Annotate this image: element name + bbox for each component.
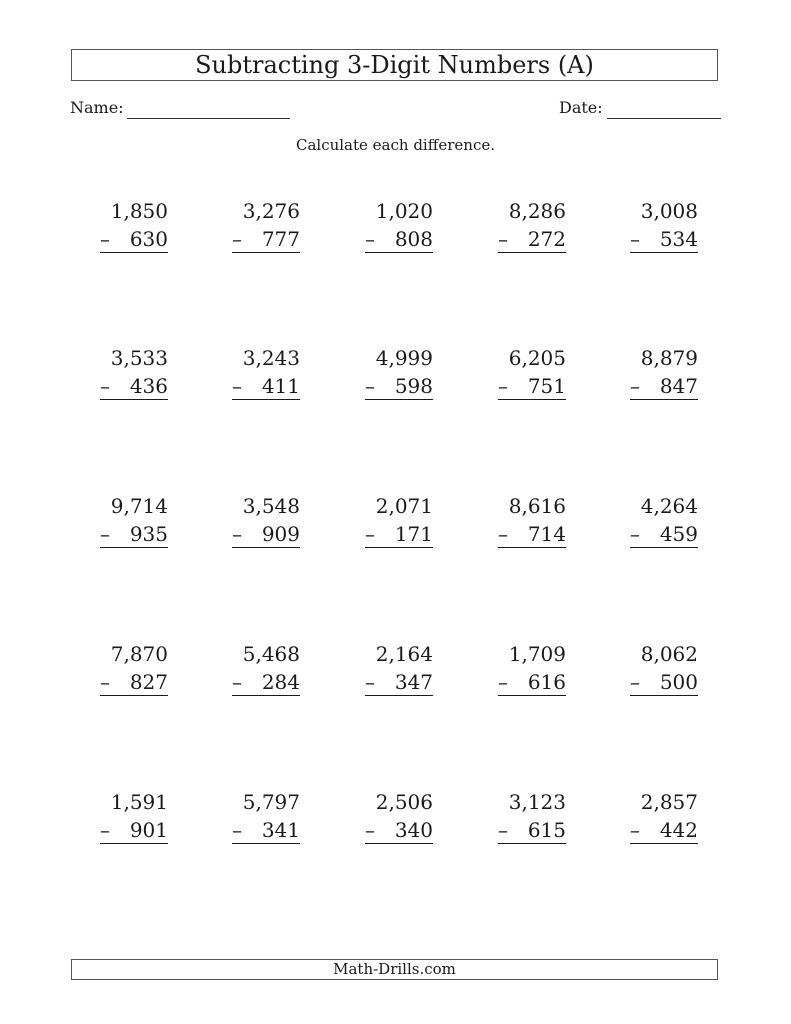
subtrahend: 347: [394, 670, 433, 694]
subtrahend-row: [630, 818, 698, 844]
subtraction-problem: [98, 199, 168, 259]
subtraction-problem: [363, 346, 433, 406]
subtraction-problem: [230, 790, 300, 850]
subtrahend: 341: [261, 818, 300, 842]
minuend: 1,709: [508, 642, 566, 666]
minus-sign: –: [365, 522, 375, 546]
subtraction-problem: [628, 346, 698, 406]
minus-sign: –: [232, 227, 242, 251]
minuend: 8,616: [508, 494, 566, 518]
subtrahend: 808: [394, 227, 433, 251]
subtrahend-row: [232, 670, 300, 696]
minus-sign: –: [630, 227, 640, 251]
subtrahend-row: [232, 818, 300, 844]
subtrahend-row: [365, 670, 433, 696]
minuend: 3,276: [242, 199, 300, 223]
subtrahend: 411: [261, 374, 300, 398]
subtrahend: 751: [527, 374, 566, 398]
subtraction-problem: [628, 494, 698, 554]
minuend: 8,062: [640, 642, 698, 666]
subtrahend: 272: [527, 227, 566, 251]
subtrahend: 534: [659, 227, 698, 251]
subtraction-problem: [98, 790, 168, 850]
minuend: 4,999: [375, 346, 433, 370]
subtrahend: 777: [261, 227, 300, 251]
subtrahend-row: [100, 374, 168, 400]
minus-sign: –: [232, 374, 242, 398]
minuend: 9,714: [110, 494, 168, 518]
subtrahend-row: [232, 522, 300, 548]
minuend: 8,286: [508, 199, 566, 223]
minuend: 2,857: [640, 790, 698, 814]
subtrahend-row: [232, 227, 300, 253]
minuend: 3,123: [508, 790, 566, 814]
minus-sign: –: [232, 670, 242, 694]
subtraction-problem: [628, 790, 698, 850]
subtrahend-row: [100, 522, 168, 548]
subtrahend-row: [100, 227, 168, 253]
minuend: 8,879: [640, 346, 698, 370]
subtraction-problem: [363, 790, 433, 850]
minuend: 5,797: [242, 790, 300, 814]
minuend: 6,205: [508, 346, 566, 370]
subtrahend: 847: [659, 374, 698, 398]
minus-sign: –: [630, 374, 640, 398]
minus-sign: –: [630, 670, 640, 694]
name-label: Name:: [70, 98, 124, 117]
minus-sign: –: [498, 818, 508, 842]
minus-sign: –: [365, 670, 375, 694]
minuend: 1,020: [375, 199, 433, 223]
minus-sign: –: [100, 227, 110, 251]
subtraction-problem: [98, 494, 168, 554]
minus-sign: –: [498, 522, 508, 546]
subtrahend-row: [100, 818, 168, 844]
date-label: Date:: [559, 98, 603, 117]
subtrahend: 442: [659, 818, 698, 842]
subtrahend: 598: [394, 374, 433, 398]
minus-sign: –: [365, 227, 375, 251]
minuend: 3,243: [242, 346, 300, 370]
name-field-line[interactable]: [127, 118, 290, 119]
minuend: 3,533: [110, 346, 168, 370]
minus-sign: –: [100, 818, 110, 842]
subtrahend-row: [100, 670, 168, 696]
subtrahend: 459: [659, 522, 698, 546]
subtrahend-row: [365, 374, 433, 400]
minuend: 2,164: [375, 642, 433, 666]
subtraction-problem: [496, 790, 566, 850]
subtraction-problem: [230, 494, 300, 554]
subtrahend: 901: [129, 818, 168, 842]
subtrahend: 909: [261, 522, 300, 546]
subtraction-problem: [230, 199, 300, 259]
minuend: 7,870: [110, 642, 168, 666]
subtrahend-row: [365, 227, 433, 253]
minus-sign: –: [498, 227, 508, 251]
minus-sign: –: [100, 670, 110, 694]
subtrahend-row: [630, 227, 698, 253]
subtraction-problem: [363, 494, 433, 554]
subtraction-problem: [230, 346, 300, 406]
minus-sign: –: [630, 818, 640, 842]
minuend: 1,591: [110, 790, 168, 814]
subtrahend-row: [498, 374, 566, 400]
subtrahend: 340: [394, 818, 433, 842]
subtrahend: 615: [527, 818, 566, 842]
subtraction-problem: [363, 642, 433, 702]
minus-sign: –: [232, 522, 242, 546]
subtrahend-row: [498, 522, 566, 548]
minuend: 3,008: [640, 199, 698, 223]
subtraction-problem: [98, 346, 168, 406]
subtrahend: 171: [394, 522, 433, 546]
subtraction-problem: [98, 642, 168, 702]
minus-sign: –: [365, 374, 375, 398]
date-field-line[interactable]: [607, 118, 721, 119]
subtrahend: 827: [129, 670, 168, 694]
minuend: 3,548: [242, 494, 300, 518]
subtraction-problem: [496, 199, 566, 259]
subtrahend-row: [498, 227, 566, 253]
subtraction-problem: [496, 346, 566, 406]
subtrahend-row: [365, 522, 433, 548]
minuend: 1,850: [110, 199, 168, 223]
subtrahend-row: [630, 522, 698, 548]
subtrahend-row: [365, 818, 433, 844]
subtrahend: 500: [659, 670, 698, 694]
subtraction-problem: [628, 642, 698, 702]
subtrahend-row: [232, 374, 300, 400]
subtraction-problem: [496, 642, 566, 702]
minus-sign: –: [365, 818, 375, 842]
subtraction-problem: [230, 642, 300, 702]
minuend: 2,071: [375, 494, 433, 518]
subtrahend: 284: [261, 670, 300, 694]
minus-sign: –: [100, 374, 110, 398]
subtrahend: 630: [129, 227, 168, 251]
worksheet-title: Subtracting 3-Digit Numbers (A): [71, 49, 718, 81]
subtrahend-row: [630, 670, 698, 696]
subtrahend: 436: [129, 374, 168, 398]
minus-sign: –: [630, 522, 640, 546]
minus-sign: –: [498, 374, 508, 398]
footer-site-credit: Math-Drills.com: [71, 959, 718, 980]
subtrahend-row: [498, 670, 566, 696]
minuend: 5,468: [242, 642, 300, 666]
minuend: 4,264: [640, 494, 698, 518]
subtrahend-row: [630, 374, 698, 400]
subtrahend: 714: [527, 522, 566, 546]
minuend: 2,506: [375, 790, 433, 814]
subtrahend-row: [498, 818, 566, 844]
minus-sign: –: [232, 818, 242, 842]
subtraction-problem: [496, 494, 566, 554]
subtraction-problem: [363, 199, 433, 259]
instructions: Calculate each difference.: [295, 136, 496, 154]
minus-sign: –: [100, 522, 110, 546]
subtrahend: 616: [527, 670, 566, 694]
subtrahend: 935: [129, 522, 168, 546]
subtraction-problem: [628, 199, 698, 259]
minus-sign: –: [498, 670, 508, 694]
